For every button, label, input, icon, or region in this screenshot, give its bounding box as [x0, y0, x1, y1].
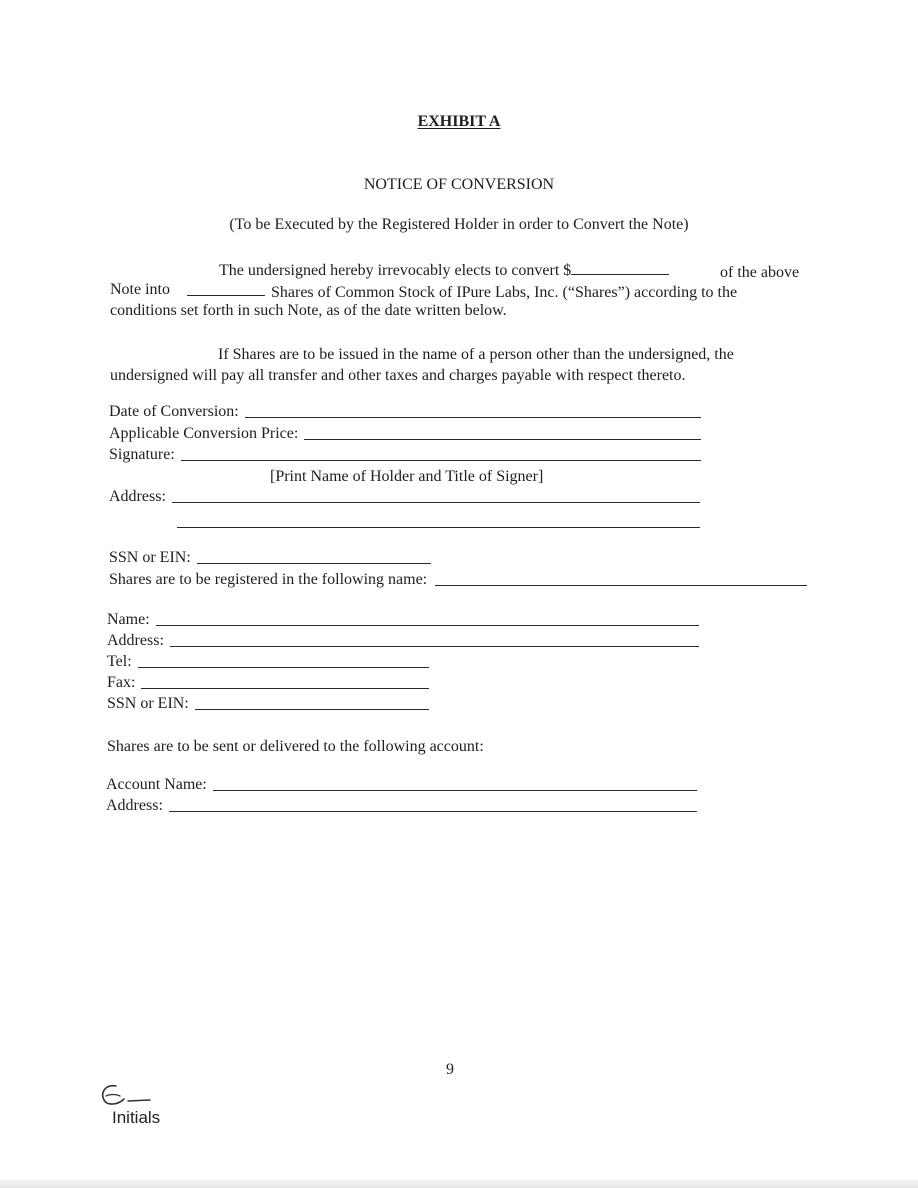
ssn-ein-field[interactable]: [109, 548, 431, 567]
date-of-conversion-field[interactable]: [109, 402, 701, 421]
account-name-label: Account Name:: [106, 776, 207, 793]
registrant-fax-line[interactable]: [141, 688, 429, 689]
registered-name-line[interactable]: [435, 585, 807, 586]
signature-line[interactable]: [181, 460, 701, 461]
ssn-ein-label: SSN or EIN:: [109, 549, 191, 566]
print-name-caption: [Print Name of Holder and Title of Signer]: [270, 468, 544, 485]
holder-address-line-1[interactable]: [172, 502, 700, 503]
scan-bottom-edge: [0, 1180, 918, 1188]
registrant-ssn-label: SSN or EIN:: [107, 695, 189, 712]
para1-line1-text: The undersigned hereby irrevocably elects to convert $: [219, 262, 572, 279]
ssn-ein-line[interactable]: [197, 563, 431, 564]
para2-line2: undersigned will pay all transfer and other taxes and charges payable with respect thereto.: [110, 367, 686, 384]
account-address-line[interactable]: [169, 811, 697, 812]
registered-name-field[interactable]: [109, 570, 807, 589]
account-name-field[interactable]: [106, 775, 697, 794]
account-address-label: Address:: [106, 797, 163, 814]
registrant-tel-line[interactable]: [138, 667, 429, 668]
para2-line1: If Shares are to be issued in the name of a person other than the undersigned, the: [218, 346, 734, 363]
page-number: 9: [446, 1061, 454, 1078]
registrant-fax-field[interactable]: [107, 673, 429, 692]
initials-label: Initials: [112, 1108, 161, 1127]
registrant-address-field[interactable]: [107, 631, 699, 650]
account-name-line[interactable]: [213, 790, 697, 791]
registrant-ssn-line[interactable]: [195, 709, 429, 710]
signature-label: Signature:: [109, 446, 175, 463]
registrant-address-label: Address:: [107, 632, 164, 649]
para1-line1-end: of the above: [720, 264, 800, 281]
registrant-tel-label: Tel:: [107, 653, 132, 670]
para1-line1: [219, 260, 669, 280]
notice-subtitle: (To be Executed by the Registered Holder in order to Convert the Note): [229, 216, 689, 233]
exhibit-title: EXHIBIT A: [417, 113, 501, 130]
account-address-field[interactable]: [106, 796, 697, 815]
conversion-price-field[interactable]: [109, 424, 701, 443]
handwritten-initials-mark: [98, 1080, 158, 1110]
registrant-name-label: Name:: [107, 611, 150, 628]
shares-count-blank[interactable]: [187, 281, 265, 296]
date-of-conversion-line[interactable]: [245, 417, 701, 418]
para1-line2-text: Note into: [110, 281, 170, 298]
holder-address-label: Address:: [109, 488, 166, 505]
holder-address-field[interactable]: [109, 487, 700, 506]
conversion-price-label: Applicable Conversion Price:: [109, 425, 299, 442]
holder-address-line-2[interactable]: [177, 527, 700, 528]
registrant-fax-label: Fax:: [107, 674, 136, 691]
para1-line2-end: Shares of Common Stock of IPure Labs, Inc. (“Shares”) according to the: [271, 284, 738, 301]
signature-field[interactable]: [109, 445, 701, 464]
notice-title: NOTICE OF CONVERSION: [363, 176, 555, 193]
para1-line2-start: [110, 280, 170, 299]
registrant-ssn-field[interactable]: [107, 694, 429, 713]
registrant-name-field[interactable]: [107, 610, 699, 629]
convert-amount-blank[interactable]: [571, 260, 669, 275]
registrant-tel-field[interactable]: [107, 652, 429, 671]
conversion-price-line[interactable]: [304, 439, 701, 440]
registrant-name-line[interactable]: [156, 625, 699, 626]
date-of-conversion-label: Date of Conversion:: [109, 403, 239, 420]
registrant-address-line[interactable]: [170, 646, 699, 647]
para1-line3: conditions set forth in such Note, as of the date written below.: [110, 302, 507, 319]
delivery-instruction: Shares are to be sent or delivered to the following account:: [107, 738, 484, 755]
registered-name-label: Shares are to be registered in the following name:: [109, 571, 428, 588]
